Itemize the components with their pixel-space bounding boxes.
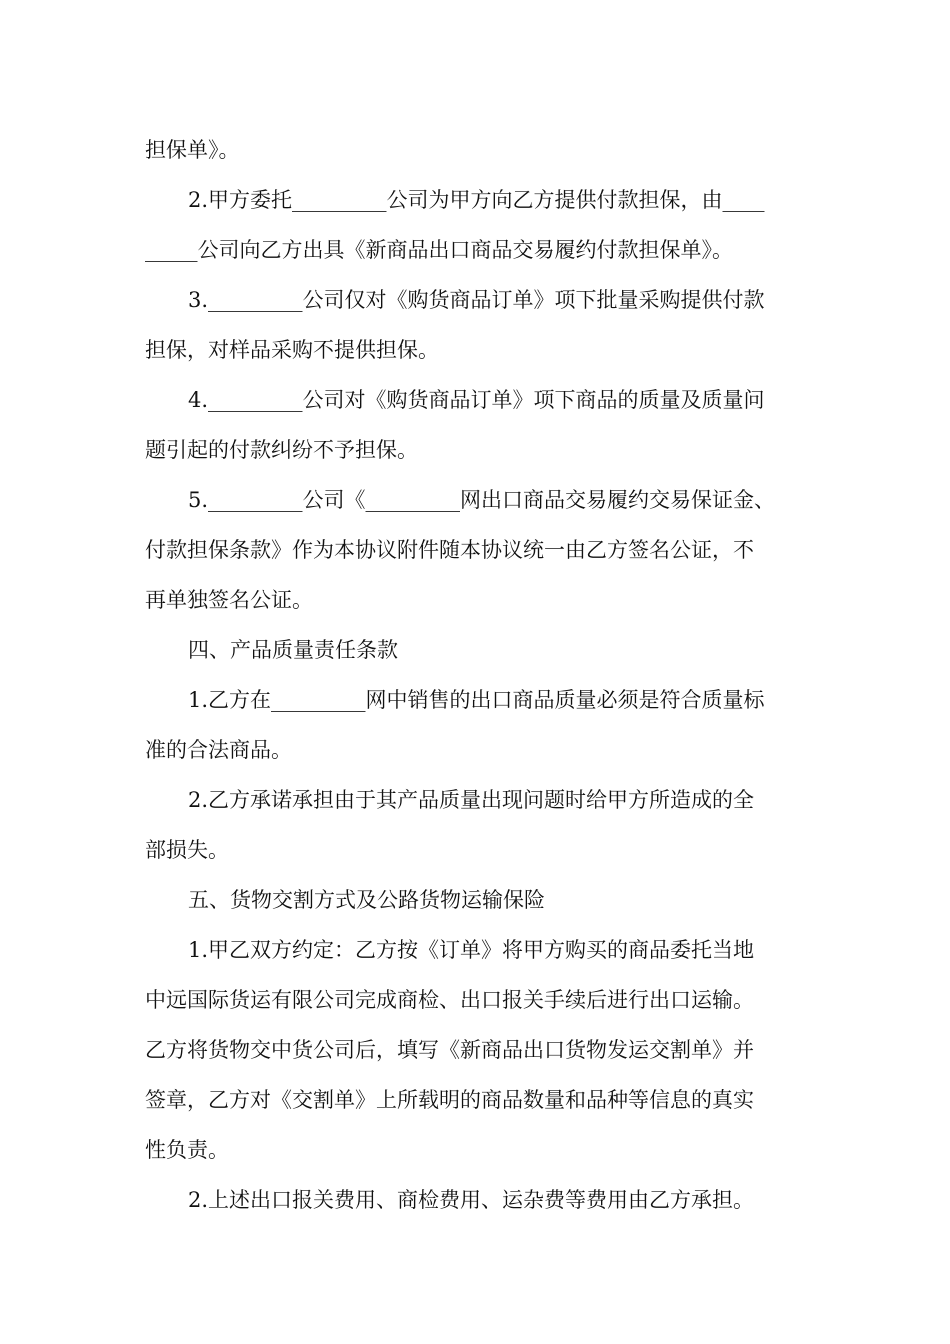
text-line: 准的合法商品。 [145, 738, 292, 762]
text-line: 2.上述出口报关费用、商检费用、运杂费等费用由乙方承担。 [188, 1188, 755, 1212]
text-line: 3._________公司仅对《购货商品订单》项下批量采购提供付款 [188, 288, 765, 312]
section-heading: 五、货物交割方式及公路货物运输保险 [188, 888, 545, 912]
text-line: 乙方将货物交中货公司后，填写《新商品出口货物发运交割单》并 [145, 1038, 754, 1062]
text-line: 部损失。 [145, 838, 229, 862]
text-line: 付款担保条款》作为本协议附件随本协议统一由乙方签名公证，不 [145, 538, 754, 562]
text-line: 1.甲乙双方约定：乙方按《订单》将甲方购买的商品委托当地 [188, 938, 755, 962]
text-line: 担保，对样品采购不提供担保。 [145, 338, 439, 362]
text-line: 2.甲方委托_________公司为甲方向乙方提供付款担保，由____ [188, 188, 765, 212]
section-heading: 四、产品质量责任条款 [188, 638, 398, 662]
text-line: 1.乙方在_________网中销售的出口商品质量必须是符合质量标 [188, 688, 765, 712]
text-line: 担保单》。 [145, 138, 240, 162]
text-line: 题引起的付款纠纷不予担保。 [145, 438, 418, 462]
text-line: 5._________公司《_________网出口商品交易履约交易保证金、 [188, 488, 776, 512]
text-line: 中远国际货运有限公司完成商检、出口报关手续后进行出口运输。 [145, 988, 754, 1012]
text-line: _____公司向乙方出具《新商品出口商品交易履约付款担保单》。 [145, 238, 733, 262]
text-line: 再单独签名公证。 [145, 588, 313, 612]
text-line: 签章，乙方对《交割单》上所载明的商品数量和品种等信息的真实 [145, 1088, 754, 1112]
text-line: 性负责。 [145, 1138, 229, 1162]
text-line: 2.乙方承诺承担由于其产品质量出现问题时给甲方所造成的全 [188, 788, 755, 812]
text-line: 4._________公司对《购货商品订单》项下商品的质量及质量问 [188, 388, 765, 412]
